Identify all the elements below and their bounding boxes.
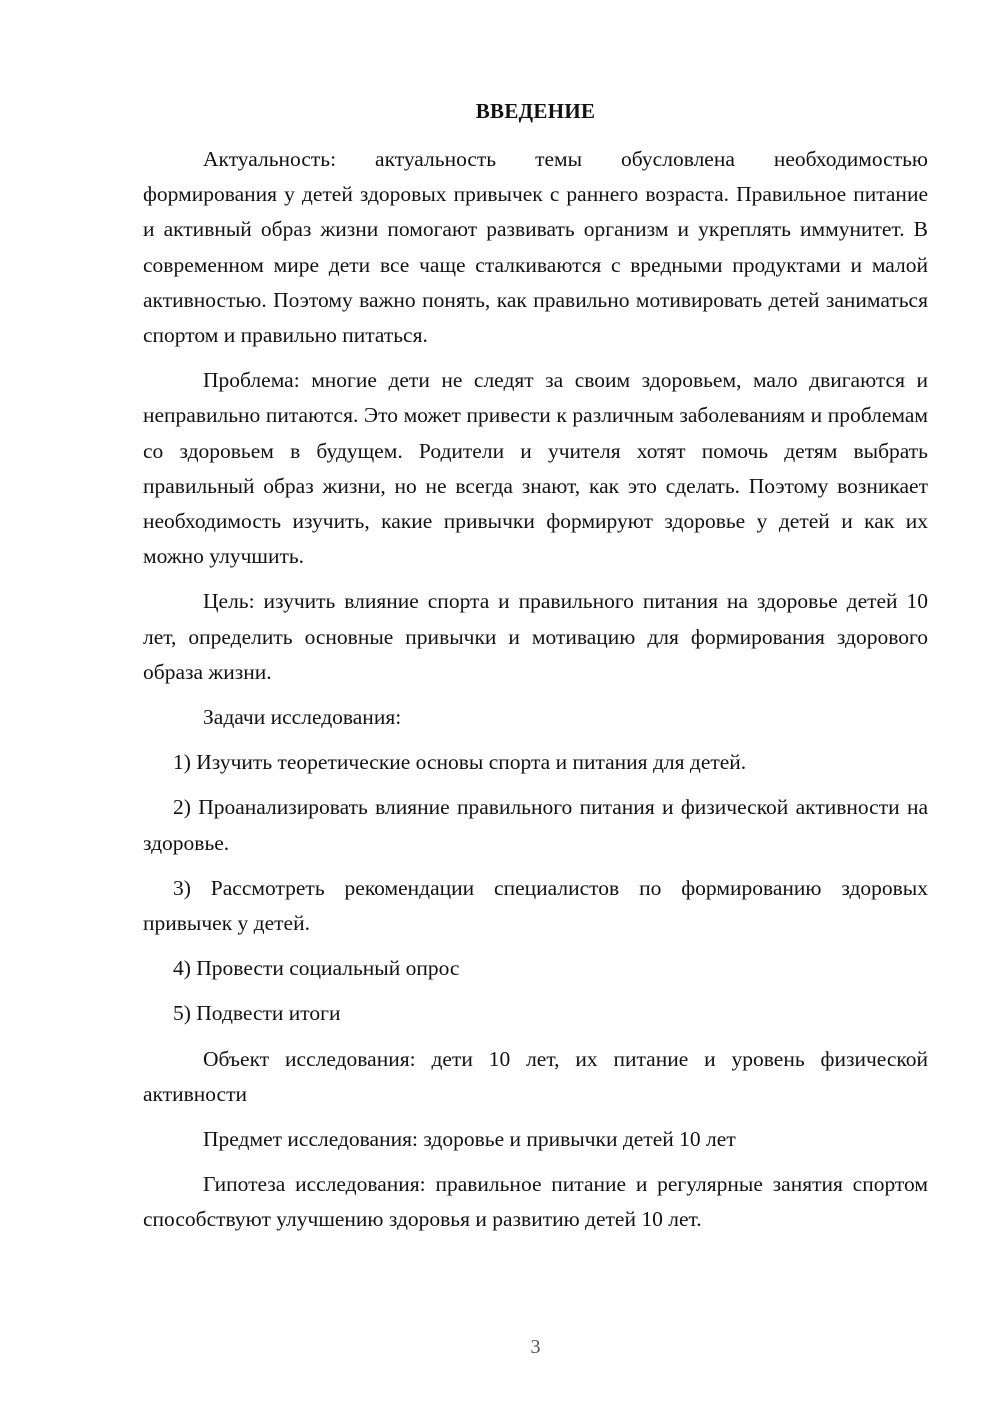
task-item-5: 5) Подвести итоги: [173, 1001, 341, 1026]
paragraph-hypothesis: Гипотеза исследования: правильное питание и регулярные занятия спортом способствуют улучшению здоровья и развитию детей 10 лет.: [143, 1172, 928, 1232]
paragraph-subject: Предмет исследования: здоровье и привычки детей 10 лет: [203, 1127, 736, 1152]
section-title: ВВЕДЕНИЕ: [475, 99, 596, 123]
task-item-3: 3) Рассмотреть рекомендации специалистов по формированию здоровых привычек у детей.: [143, 875, 928, 936]
task-item-2: 2) Проанализировать влияние правильного питания и физической активности на здоровье.: [143, 795, 928, 855]
paragraph-object: Объект исследования: дети 10 лет, их питание и уровень физической активности: [143, 1046, 928, 1106]
paragraph-relevance: Актуальность: актуальность темы обусловлена необходимостью формирования у детей здоровых привычек с раннего возраста. Правильное питание и активный образ жизни помогают развивать организм и укреплять иммунитет. В современном мире дети все чаще сталкиваются с вредными продуктами и малой активностью. Поэтому важно понять, как правильно мотивировать детей заниматься спортом и правильно питаться.: [143, 147, 928, 348]
document-body: [143, 142, 928, 1238]
task-item-1: 1) Изучить теоретические основы спорта и питания для детей.: [173, 750, 747, 775]
page-number: 3: [530, 1336, 541, 1358]
document-page: [143, 0, 928, 1414]
paragraph-tasks-heading: Задачи исследования:: [203, 705, 402, 730]
task-item-4: 4) Провести социальный опрос: [173, 956, 460, 981]
paragraph-goal: Цель: изучить влияние спорта и правильного питания на здоровье детей 10 лет, определить основные привычки и мотивацию для формирования здорового образа жизни.: [143, 589, 928, 684]
paragraph-problem: Проблема: многие дети не следят за своим здоровьем, мало двигаются и неправильно питаются. Это может привести к различным заболеваниям и проблемам со здоровьем в будущем. Родители и учителя хотят помочь детям выбрать правильный образ жизни, но не всегда знают, как это сделать. Поэтому возникает необходимость изучить, какие привычки формируют здоровье у детей и как их можно улучшить.: [143, 368, 928, 569]
